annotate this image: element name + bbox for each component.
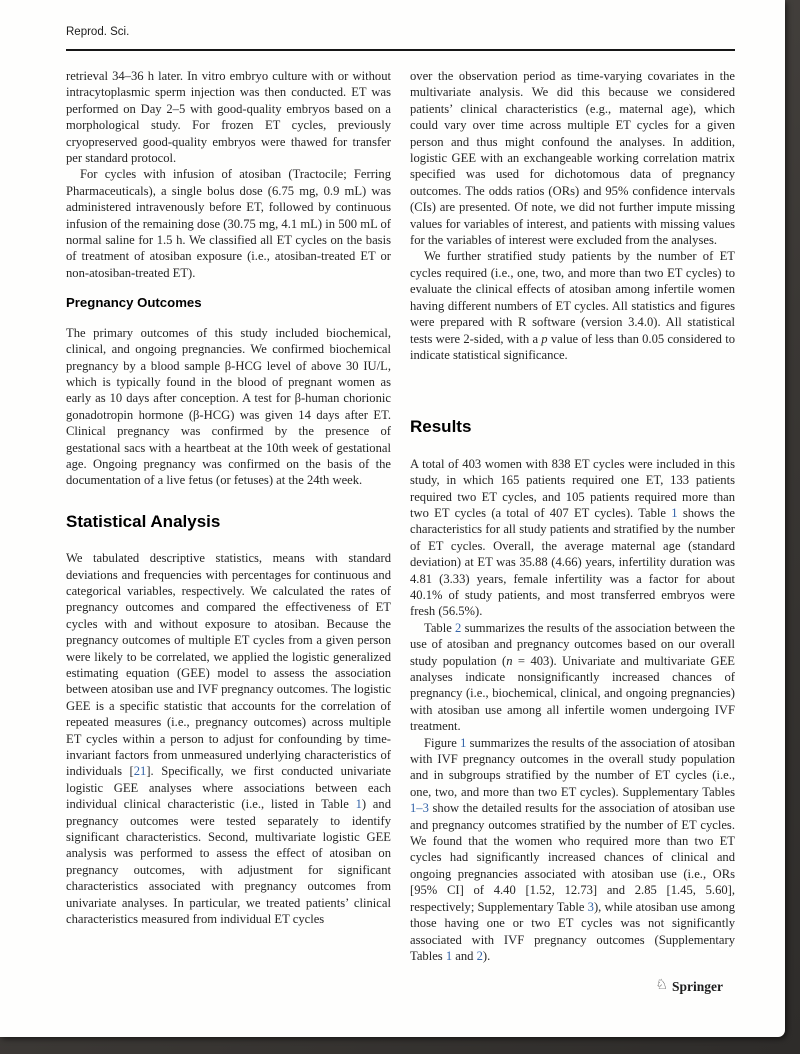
body-paragraph-statistics	[66, 550, 391, 927]
text-segment: For cycles with infusion of atosiban (Tractocile; Ferring Pharmaceuticals), a single bolus dose (6.75 mg, 0.9 mL) was administered intravenously before ET, followed by continuous infusion of the remaining dose (30.75 mg, 4.1 mL) in 500 mL of normal saline for 1.5 h. We classified all ET cycles on the basis of treatment of atosiban exposure (i.e., atosiban-treated ET or non-atosiban-treated ET).	[66, 167, 391, 280]
text-segment: = 403). Univariate and multivariate GEE analyses indicate nonsignificantly increased chances of pregnancy (i.e., biochemical, clinical, and ongoing pregnancies) with atosiban use among all infertile women undergoing IVF treatment.	[410, 653, 736, 734]
body-paragraph-stratified	[410, 248, 735, 363]
publisher-name: Springer	[671, 979, 723, 994]
text-segment: We further stratified study patients by the number of ET cycles required (i.e., one, two, and more than two ET cycles) to evaluate the clinical effects of atosiban among infertile women having different numbers of ET cycles. All statistics and figures were prepared with R software (version 3.4.0). All statistical tests were 2-sided, with a	[410, 249, 735, 346]
text-segment: ]. Specifically, we first conducted univariate logistic GEE analyses where associations between each individual clinical characteristic (i.e., listed in Table	[66, 764, 391, 812]
ref-link[interactable]: 2	[455, 620, 462, 635]
body-paragraph-primary-outcomes	[66, 325, 391, 489]
text-segment: and	[452, 948, 477, 963]
text-segment: The primary outcomes of this study included biochemical, clinical, and ongoing pregnancies. We confirmed biochemical pregnancy by a blood sample β-HCG level of above 30 IU/L, which is typically found in the blood of pregnant women as early as 10 days after conception. A test for β-human chorionic gonadotropin hormone (β-HCG) was given 14 days after ET. Clinical pregnancy was confirmed by the presence of gestational sacs with a heartbeat at the 10th week of gestational age. Ongoing pregnancy was confirmed on the basis of the documentation of a live fetus (or fetuses) at the 24th week.	[66, 325, 391, 488]
text-segment: We tabulated descriptive statistics, means with standard deviations and frequencies with percentages for continuous and categorical variables, respectively. We calculated the rates of pregnancy outcomes and compared the effectiveness of ET cycles with and without exposure to atosiban. Because the pregnancy outcomes of multiple ET cycles from a given person were likely to be correlated, we applied the logistic generalized estimating equation (GEE) model to assess the association between atosiban use and IVF pregnancy outcomes. The logistic GEE is a specific statistic that accounts for the correlation of repeated measures (i.e., pregnancy outcomes) across multiple ET cycles within a person to adjust for confounding by time-invariant factors from unmeasured underlying characteristics of individuals [	[66, 551, 391, 779]
ref-link[interactable]: 1	[671, 505, 678, 520]
body-paragraph-covariates	[410, 68, 735, 248]
text-segment: Figure	[424, 735, 461, 750]
journal-header	[66, 26, 735, 51]
text-segment: over the observation period as time-varying covariates in the multivariate analysis. We did this because we considered patients’ clinical characteristics (e.g., maternal age), which could vary over time across multiple ET cycles for a given person and thus might confound the analyses. In addition, logistic GEE with an exchangeable working correlation matrix specified was used for dichotomous data of pregnancy outcomes. The odds ratios (ORs) and 95% confidence intervals (CIs) are presented. Of note, we did not further impute missing values for variables of interest, and patients with missing values for the variables of interest were excluded from the analyses.	[410, 69, 735, 248]
ref-link[interactable]: 3	[587, 899, 594, 914]
ref-link[interactable]: 1	[355, 797, 362, 812]
ref-link[interactable]: 1	[445, 948, 453, 963]
text-segment: p	[541, 331, 548, 346]
text-segment: summarizes the results of the association of atosiban with IVF pregnancy outcomes in the overall study population and in subgroups stratified by the number of ET cycles (i.e., one, two, and more than two ET cycles). Supplementary Tables	[410, 735, 736, 799]
ref-link[interactable]: 1	[460, 735, 467, 750]
right-column	[410, 68, 735, 964]
body-paragraph-figure1	[410, 735, 735, 965]
journal-title: Reprod. Sci.	[66, 26, 130, 38]
springer-logo	[655, 979, 723, 995]
ref-link[interactable]: 2	[476, 948, 483, 963]
ref-link[interactable]: 1–3	[410, 801, 429, 816]
body-paragraph-atosiban-infusion	[66, 166, 391, 281]
text-segment: value of less than 0.05 considered to indicate statistical significance.	[410, 331, 735, 362]
body-paragraph-retrieval	[66, 68, 391, 166]
section-heading-results: Results	[410, 417, 472, 437]
subsection-heading-pregnancy-outcomes: Pregnancy Outcomes	[66, 295, 202, 311]
springer-knight-icon: ♘	[655, 978, 668, 993]
left-column	[66, 68, 391, 964]
text-segment: Table	[424, 620, 456, 635]
section-heading-statistical-analysis: Statistical Analysis	[66, 511, 221, 531]
text-segment: ) and pregnancy outcomes were tested separately to identify significant characteristics. Second, multivariate logistic GEE analysis was performed to assess the effect of atosiban on pregnancy outcomes, with adjustment for significant characteristics associated with pregnancy outcomes from univariate analyses. In particular, we treated patients’ clinical characteristics measured from individual ET cycles	[66, 797, 391, 927]
body-paragraph-table2	[410, 620, 735, 735]
text-segment: retrieval 34–36 h later. In vitro embryo culture with or without intracytoplasmic sperm injection was then conducted. ET was performed on Day 2–5 with good-quality embryos based on a morphological study. For frozen ET cycles, previously cryopreserved good-quality embryos were thawed for transfer per standard protocol.	[66, 69, 391, 166]
text-segment: shows the characteristics for all study patients and stratified by the number of ET cycles. Overall, the average maternal age (standard deviation) at ET was 35.88 (4.66) years, infertility duration was 4.81 (3.33) years, female infertility was a factor for about 40.1% of study patients, and most transferred embryos were fresh (56.5%).	[410, 505, 735, 619]
text-segment: show the detailed results for the association of atosiban use and pregnancy outcomes stratified by the number of ET cycles. We found that the women who required more than two ET cycles had significantly increased chances of clinical and ongoing pregnancies associated with atosiban use (i.e., ORs [95% CI] of 4.40 [1.52, 12.73] and 2.85 [1.45, 5.60], respectively; Supplementary Table	[410, 801, 735, 914]
ref-link[interactable]: 21	[133, 764, 147, 779]
text-segment: n	[506, 653, 513, 668]
text-segment: summarizes the results of the association between the use of atosiban and pregnancy outcomes based on our overall study population (	[410, 620, 735, 668]
body-paragraph-total-women	[410, 456, 735, 620]
text-segment: A total of 403 women with 838 ET cycles were included in this study, in which 165 patients required one ET, 133 patients required two ET cycles, and 105 patients required more than two ET cycles (a total of 407 ET cycles). Table	[410, 456, 735, 520]
text-segment: ), while atosiban use among those having one or two ET cycles was not significantly associated with IVF pregnancy outcomes (Supplementary Tables	[410, 899, 736, 963]
two-column-body	[66, 68, 735, 964]
text-segment: ).	[482, 948, 491, 963]
